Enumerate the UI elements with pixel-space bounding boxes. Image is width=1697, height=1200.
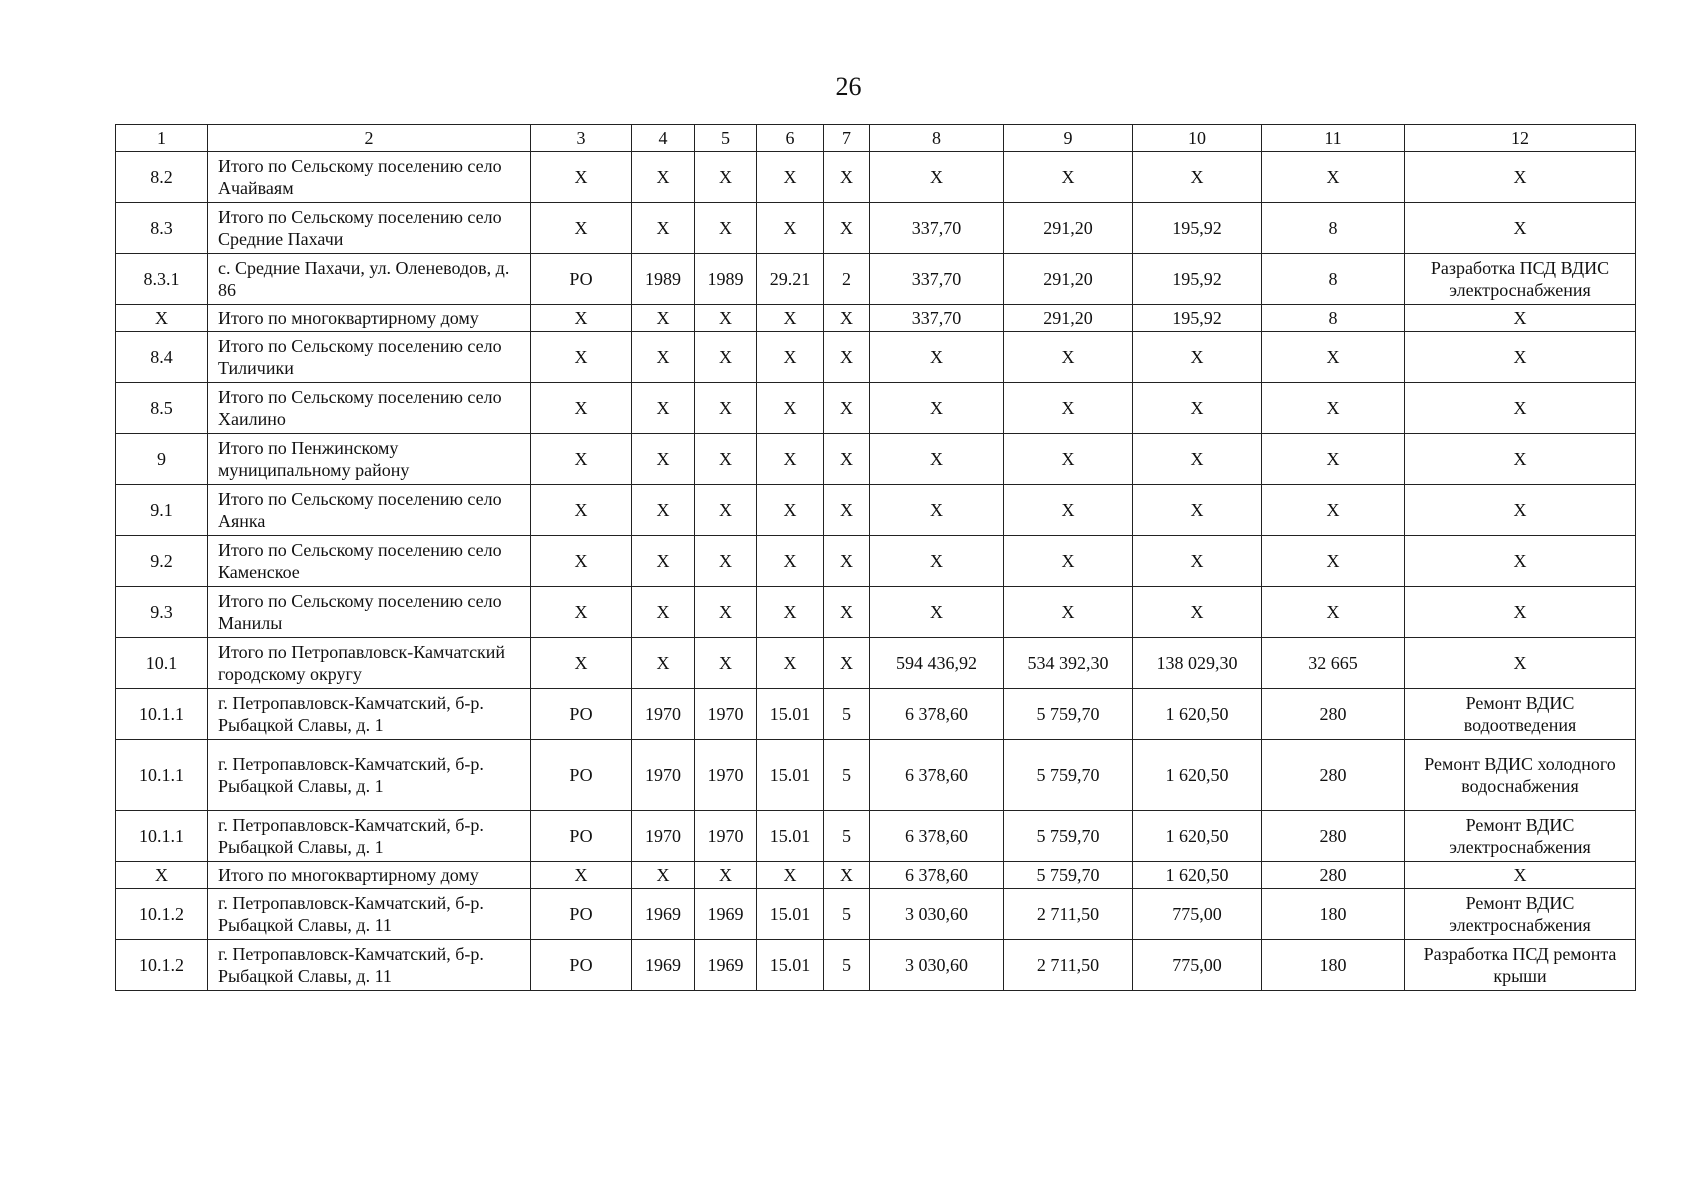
table-cell: X: [1133, 383, 1262, 434]
table-cell: X: [824, 332, 870, 383]
column-header: 7: [824, 125, 870, 152]
table-cell: 2: [824, 254, 870, 305]
table-cell: X: [757, 485, 824, 536]
table-cell: X: [632, 305, 695, 332]
table-cell: X: [1004, 152, 1133, 203]
table-cell: РО: [531, 254, 632, 305]
table-row: [116, 152, 1636, 203]
table-cell: 291,20: [1004, 254, 1133, 305]
table-cell: X: [870, 536, 1004, 587]
row-name-cell: г. Петропавловск-Камчатский, б-р. Рыбацкой Славы, д. 11: [208, 889, 531, 940]
table-cell: 32 665: [1262, 638, 1405, 689]
table-cell: 195,92: [1133, 254, 1262, 305]
table-cell: X: [632, 152, 695, 203]
table-cell: РО: [531, 689, 632, 740]
table-cell: 5 759,70: [1004, 740, 1133, 811]
column-header: 3: [531, 125, 632, 152]
table-cell: X: [757, 862, 824, 889]
table-cell: 775,00: [1133, 940, 1262, 991]
table-cell: X: [531, 383, 632, 434]
table-cell: 180: [1262, 889, 1405, 940]
row-number-cell: 10.1.1: [116, 811, 208, 862]
table-row: [116, 740, 1636, 811]
table-cell: 1970: [632, 811, 695, 862]
row-name-cell: Итого по Сельскому поселению село Аянка: [208, 485, 531, 536]
table-cell: X: [1405, 434, 1636, 485]
table-cell: X: [870, 587, 1004, 638]
column-header: 1: [116, 125, 208, 152]
table-cell: 138 029,30: [1133, 638, 1262, 689]
table-cell: X: [1405, 638, 1636, 689]
table-cell: X: [1133, 332, 1262, 383]
table-cell: 1 620,50: [1133, 811, 1262, 862]
table-cell: РО: [531, 940, 632, 991]
row-name-cell: г. Петропавловск-Камчатский, б-р. Рыбацкой Славы, д. 1: [208, 689, 531, 740]
table-cell: X: [632, 383, 695, 434]
table-cell: 291,20: [1004, 203, 1133, 254]
table-cell: X: [632, 587, 695, 638]
table-cell: X: [1262, 332, 1405, 383]
table-cell: X: [632, 862, 695, 889]
table-cell: X: [632, 203, 695, 254]
table-row: [116, 383, 1636, 434]
row-number-cell: 9.2: [116, 536, 208, 587]
table-cell: 337,70: [870, 203, 1004, 254]
table-cell: 5: [824, 689, 870, 740]
row-name-cell: г. Петропавловск-Камчатский, б-р. Рыбацкой Славы, д. 1: [208, 811, 531, 862]
table-cell: X: [1004, 587, 1133, 638]
table-cell: X: [632, 536, 695, 587]
table-cell: X: [531, 152, 632, 203]
table-cell: X: [824, 305, 870, 332]
table-cell: X: [695, 305, 757, 332]
table-row: [116, 689, 1636, 740]
table-cell: X: [824, 383, 870, 434]
table-cell: X: [632, 434, 695, 485]
table-row: [116, 254, 1636, 305]
table-cell: 5: [824, 811, 870, 862]
row-name-cell: Итого по Пенжинскому муниципальному району: [208, 434, 531, 485]
table-cell: 15.01: [757, 889, 824, 940]
table-cell: 534 392,30: [1004, 638, 1133, 689]
table-cell: X: [695, 152, 757, 203]
table-cell: X: [824, 434, 870, 485]
table-cell: 1970: [695, 740, 757, 811]
table-cell: X: [1262, 485, 1405, 536]
table-cell: 1 620,50: [1133, 689, 1262, 740]
table-cell: 2 711,50: [1004, 889, 1133, 940]
table-cell: X: [824, 203, 870, 254]
table-cell: 5: [824, 889, 870, 940]
table-cell: X: [1405, 152, 1636, 203]
table-cell: X: [1133, 485, 1262, 536]
table-row: [116, 536, 1636, 587]
column-header: 2: [208, 125, 531, 152]
table-row: [116, 587, 1636, 638]
row-name-cell: Итого по Сельскому поселению село Ачайваям: [208, 152, 531, 203]
row-number-cell: 8.2: [116, 152, 208, 203]
table-cell: 1989: [632, 254, 695, 305]
table-row: [116, 889, 1636, 940]
table-cell: X: [757, 152, 824, 203]
table-cell: 594 436,92: [870, 638, 1004, 689]
row-name-cell: с. Средние Пахачи, ул. Оленеводов, д. 86: [208, 254, 531, 305]
table-cell: 5: [824, 940, 870, 991]
column-number-header-row: [116, 125, 1636, 152]
table-cell: X: [1405, 332, 1636, 383]
table-cell: 3 030,60: [870, 940, 1004, 991]
table-cell: X: [632, 485, 695, 536]
column-header: 12: [1405, 125, 1636, 152]
table-cell: X: [531, 862, 632, 889]
table-row: [116, 434, 1636, 485]
table-cell: 1970: [695, 689, 757, 740]
table-row: [116, 305, 1636, 332]
row-number-cell: X: [116, 305, 208, 332]
table-cell: X: [695, 332, 757, 383]
row-number-cell: 9: [116, 434, 208, 485]
table-cell: X: [870, 434, 1004, 485]
column-header: 4: [632, 125, 695, 152]
table-cell: X: [1004, 536, 1133, 587]
table-cell: 6 378,60: [870, 689, 1004, 740]
table-cell: X: [824, 536, 870, 587]
table-cell: 6 378,60: [870, 740, 1004, 811]
table-cell: X: [531, 638, 632, 689]
table-cell: X: [695, 203, 757, 254]
row-number-cell: 10.1.2: [116, 940, 208, 991]
table-cell: X: [1262, 536, 1405, 587]
table-cell: X: [870, 152, 1004, 203]
table-cell: X: [531, 434, 632, 485]
table-cell: X: [695, 638, 757, 689]
row-number-cell: 8.3: [116, 203, 208, 254]
table-cell: X: [1262, 587, 1405, 638]
page-number: 26: [835, 72, 862, 101]
table-cell: 180: [1262, 940, 1405, 991]
table-row: [116, 638, 1636, 689]
table-cell: 1 620,50: [1133, 862, 1262, 889]
table-cell: 6 378,60: [870, 862, 1004, 889]
table-row: [116, 811, 1636, 862]
table-cell: 280: [1262, 689, 1405, 740]
table-cell: 195,92: [1133, 305, 1262, 332]
table-cell: X: [1262, 434, 1405, 485]
table-cell: X: [757, 587, 824, 638]
table-cell: X: [757, 383, 824, 434]
row-number-cell: 10.1.2: [116, 889, 208, 940]
table-cell: Ремонт ВДИС электроснабжения: [1405, 811, 1636, 862]
row-name-cell: Итого по Сельскому поселению село Хаилино: [208, 383, 531, 434]
table-cell: X: [757, 536, 824, 587]
row-name-cell: Итого по Петропавловск-Камчатский городскому округу: [208, 638, 531, 689]
table-cell: 1969: [632, 940, 695, 991]
table-cell: X: [1405, 587, 1636, 638]
table-row: [116, 203, 1636, 254]
table-cell: 6 378,60: [870, 811, 1004, 862]
capital-repair-table: [115, 124, 1636, 991]
table-cell: 280: [1262, 811, 1405, 862]
table-cell: 15.01: [757, 811, 824, 862]
table-cell: 291,20: [1004, 305, 1133, 332]
row-number-cell: 8.5: [116, 383, 208, 434]
table-cell: X: [695, 383, 757, 434]
table-cell: 8: [1262, 254, 1405, 305]
table-cell: X: [632, 638, 695, 689]
table-cell: РО: [531, 811, 632, 862]
table-cell: X: [695, 862, 757, 889]
table-cell: X: [531, 305, 632, 332]
table-cell: X: [1004, 434, 1133, 485]
table-cell: X: [824, 862, 870, 889]
column-header: 5: [695, 125, 757, 152]
table-cell: X: [824, 485, 870, 536]
table-cell: X: [824, 152, 870, 203]
table-cell: X: [1262, 383, 1405, 434]
row-number-cell: X: [116, 862, 208, 889]
table-cell: 15.01: [757, 940, 824, 991]
table-row: [116, 485, 1636, 536]
table-cell: X: [1133, 587, 1262, 638]
table-cell: 2 711,50: [1004, 940, 1133, 991]
table-cell: 280: [1262, 740, 1405, 811]
table-cell: X: [531, 485, 632, 536]
row-number-cell: 10.1.1: [116, 740, 208, 811]
table-row: [116, 862, 1636, 889]
table-cell: 1969: [632, 889, 695, 940]
table-cell: РО: [531, 740, 632, 811]
table-cell: X: [757, 305, 824, 332]
row-name-cell: Итого по Сельскому поселению село Каменское: [208, 536, 531, 587]
row-name-cell: г. Петропавловск-Камчатский, б-р. Рыбацкой Славы, д. 1: [208, 740, 531, 811]
table-row: [116, 940, 1636, 991]
table-cell: X: [1133, 152, 1262, 203]
row-number-cell: 10.1.1: [116, 689, 208, 740]
table-cell: 1970: [695, 811, 757, 862]
row-number-cell: 9.3: [116, 587, 208, 638]
table-cell: X: [1133, 434, 1262, 485]
table-cell: Ремонт ВДИС холодного водоснабжения: [1405, 740, 1636, 811]
table-cell: 3 030,60: [870, 889, 1004, 940]
table-cell: 1970: [632, 689, 695, 740]
column-header: 10: [1133, 125, 1262, 152]
table-cell: 337,70: [870, 254, 1004, 305]
table-cell: X: [870, 485, 1004, 536]
table-cell: X: [531, 536, 632, 587]
table-cell: X: [824, 638, 870, 689]
table-cell: Разработка ПСД ремонта крыши: [1405, 940, 1636, 991]
table-cell: X: [1405, 536, 1636, 587]
table-cell: X: [1405, 383, 1636, 434]
table-cell: 5 759,70: [1004, 862, 1133, 889]
table-cell: 5: [824, 740, 870, 811]
row-number-cell: 10.1: [116, 638, 208, 689]
table-cell: X: [870, 383, 1004, 434]
table-cell: 337,70: [870, 305, 1004, 332]
row-name-cell: Итого по Сельскому поселению село Манилы: [208, 587, 531, 638]
table-cell: 8: [1262, 203, 1405, 254]
row-number-cell: 9.1: [116, 485, 208, 536]
table-cell: 1 620,50: [1133, 740, 1262, 811]
table-cell: X: [1004, 383, 1133, 434]
table-cell: 15.01: [757, 740, 824, 811]
table-cell: 29.21: [757, 254, 824, 305]
table-cell: X: [757, 638, 824, 689]
row-number-cell: 8.3.1: [116, 254, 208, 305]
table-cell: 775,00: [1133, 889, 1262, 940]
table-cell: РО: [531, 889, 632, 940]
table-cell: 1989: [695, 254, 757, 305]
column-header: 8: [870, 125, 1004, 152]
table-cell: X: [1405, 862, 1636, 889]
table-cell: X: [531, 332, 632, 383]
table-cell: Ремонт ВДИС водоотведения: [1405, 689, 1636, 740]
row-name-cell: Итого по Сельскому поселению село Тиличики: [208, 332, 531, 383]
row-name-cell: Итого по многоквартирному дому: [208, 862, 531, 889]
table-cell: X: [1405, 305, 1636, 332]
table-cell: X: [695, 434, 757, 485]
table-cell: 5 759,70: [1004, 811, 1133, 862]
table-cell: 15.01: [757, 689, 824, 740]
column-header: 9: [1004, 125, 1133, 152]
table-cell: X: [1004, 332, 1133, 383]
table-cell: X: [695, 536, 757, 587]
table-cell: 1970: [632, 740, 695, 811]
table-cell: X: [695, 485, 757, 536]
table-cell: 8: [1262, 305, 1405, 332]
table-cell: X: [757, 434, 824, 485]
row-name-cell: Итого по многоквартирному дому: [208, 305, 531, 332]
table-cell: X: [1405, 203, 1636, 254]
table-cell: 1969: [695, 940, 757, 991]
row-name-cell: г. Петропавловск-Камчатский, б-р. Рыбацкой Славы, д. 11: [208, 940, 531, 991]
column-header: 6: [757, 125, 824, 152]
table-cell: X: [695, 587, 757, 638]
table-cell: X: [870, 332, 1004, 383]
table-row: [116, 332, 1636, 383]
table-cell: 1969: [695, 889, 757, 940]
row-number-cell: 8.4: [116, 332, 208, 383]
table-cell: X: [824, 587, 870, 638]
table-cell: X: [757, 203, 824, 254]
table-cell: X: [531, 587, 632, 638]
column-header: 11: [1262, 125, 1405, 152]
table-cell: Ремонт ВДИС электроснабжения: [1405, 889, 1636, 940]
table-cell: X: [1004, 485, 1133, 536]
table-cell: X: [1133, 536, 1262, 587]
table-cell: X: [632, 332, 695, 383]
table-cell: X: [1262, 152, 1405, 203]
table-cell: 5 759,70: [1004, 689, 1133, 740]
table-cell: X: [757, 332, 824, 383]
table-cell: Разработка ПСД ВДИС электроснабжения: [1405, 254, 1636, 305]
row-name-cell: Итого по Сельскому поселению село Средние Пахачи: [208, 203, 531, 254]
table-cell: X: [1405, 485, 1636, 536]
table-cell: 280: [1262, 862, 1405, 889]
table-cell: X: [531, 203, 632, 254]
table-cell: 195,92: [1133, 203, 1262, 254]
